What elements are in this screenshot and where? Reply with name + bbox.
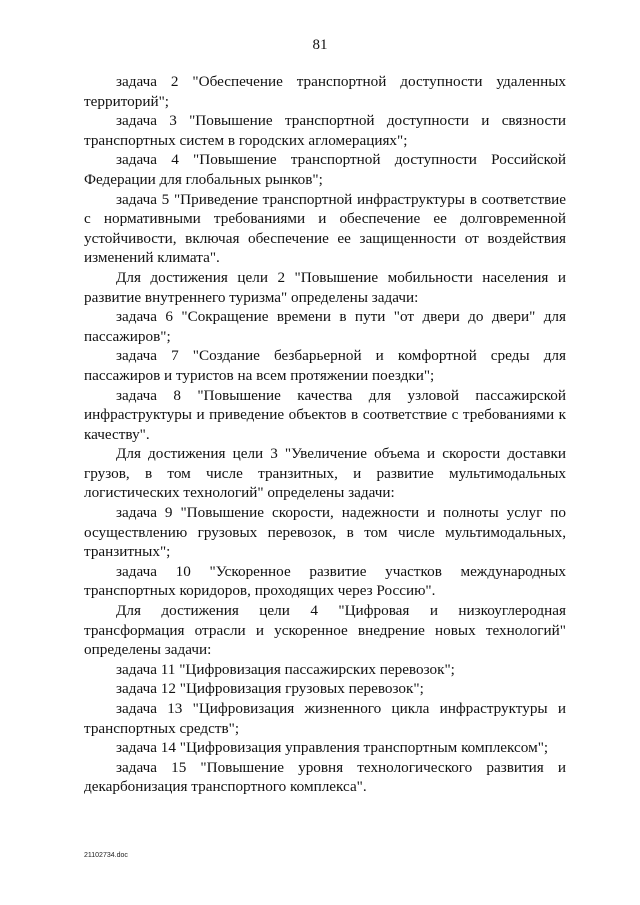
paragraph-task-10: задача 10 "Ускоренное развитие участков международных транспортных коридоров, проходящих через Россию". [84,562,566,600]
paragraph-task-4: задача 4 "Повышение транспортной доступности Российской Федерации для глобальных рынков"; [84,151,566,188]
paragraph-task-7: задача 7 "Создание безбарьерной и комфортной среды для пассажиров и туристов на всем протяжении поездки"; [84,347,566,384]
paragraph-goal-4: Для достижения цели 4 "Цифровая и низкоуглеродная трансформация отрасли и ускоренное внедрение новых технологий" определены задачи: [84,602,566,659]
document-body [84,72,566,797]
paragraph-task-9: задача 9 "Повышение скорости, надежности и полноты услуг по осуществлению грузовых перевозок, в том числе мультимодальных, транзитных"; [84,504,566,561]
file-name-footer: 21102734.doc [84,852,128,859]
paragraph-task-15: задача 15 "Повышение уровня технологического развития и декарбонизация транспортного комплекса". [84,758,566,796]
paragraph-task-11: задача 11 "Цифровизация пассажирских перевозок"; [116,660,455,678]
paragraph-task-13: задача 13 "Цифровизация жизненного цикла инфраструктуры и транспортных средств"; [84,700,566,737]
paragraph-task-14: задача 14 "Цифровизация управления транспортным комплексом"; [116,739,549,757]
paragraph-goal-2: Для достижения цели 2 "Повышение мобильности населения и развитие внутреннего туризма" определены задачи: [84,268,566,306]
paragraph-goal-3: Для достижения цели 3 "Увеличение объема и скорости доставки грузов, в том числе транзитных, и развитие мультимодальных логистических технологий" определены задачи: [84,445,566,502]
paragraph-task-8: задача 8 "Повышение качества для узловой пассажирской инфраструктуры и приведение объектов в соответствие с требованиями к качеству". [84,386,566,443]
paragraph-task-3: задача 3 "Повышение транспортной доступности и связности транспортных систем в городских агломерациях"; [84,112,566,149]
paragraph-task-6: задача 6 "Сокращение времени в пути "от двери до двери" для пассажиров"; [84,308,566,345]
paragraph-task-12: задача 12 "Цифровизация грузовых перевозок"; [116,680,424,698]
page-number: 81 [312,37,328,53]
paragraph-task-2: задача 2 "Обеспечение транспортной доступности удаленных территорий"; [84,73,566,110]
paragraph-task-5: задача 5 "Приведение транспортной инфраструктуры в соответствие с нормативными требованиями и обеспечение ее долговременной устойчивости, включая обеспечение ее защищенности от воздействия изменений климата". [84,190,566,267]
